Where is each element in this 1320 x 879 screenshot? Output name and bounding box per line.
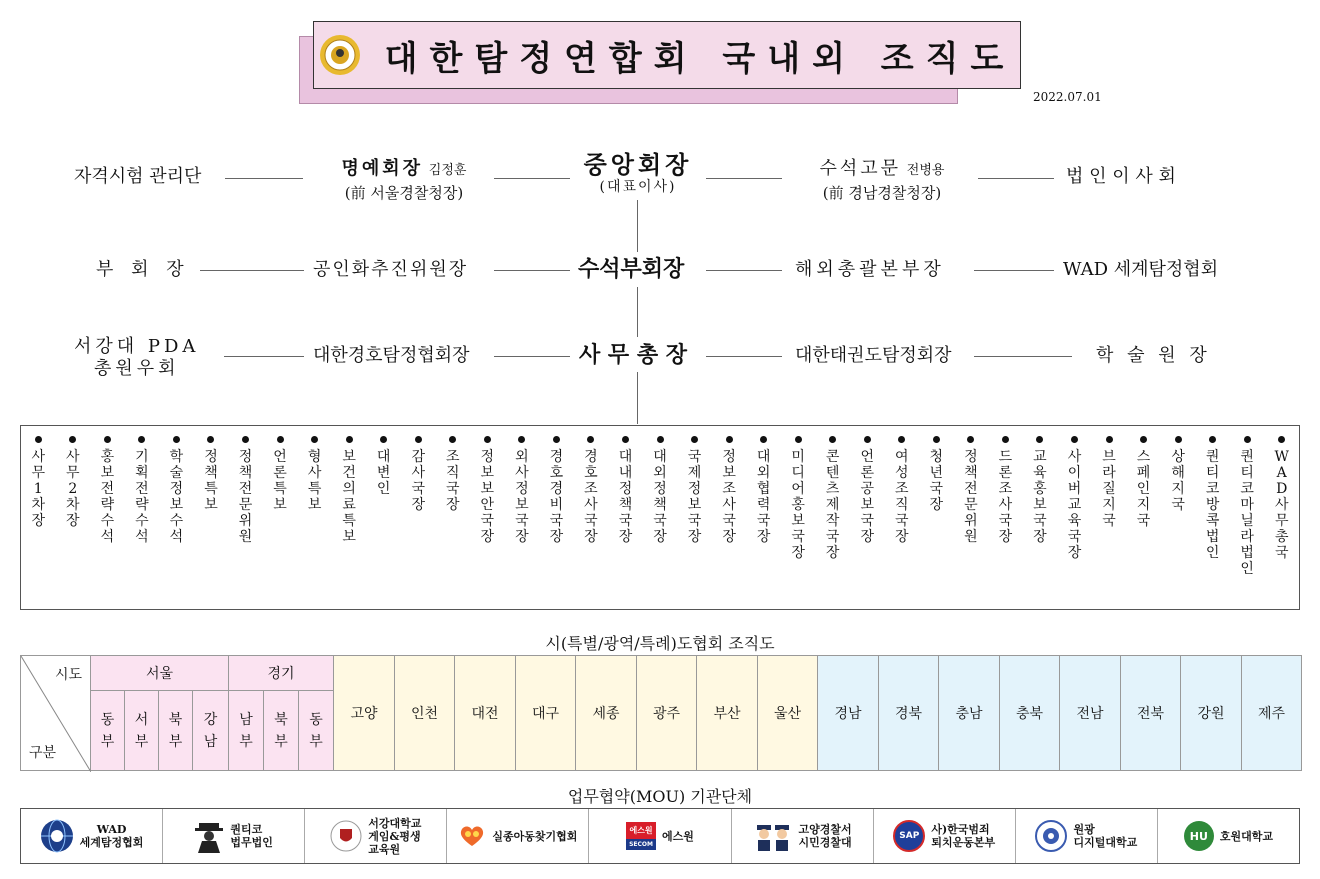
province-cell: 경남: [818, 656, 879, 771]
title-banner: [313, 21, 1021, 89]
mou-item-howon: [1158, 809, 1299, 863]
department-label: 스페인지국: [1136, 449, 1151, 529]
metro-cell: 고양: [334, 656, 395, 771]
department-label: 외사정보국장: [515, 449, 529, 545]
chief-advisor-note: (前 경남경찰청장): [822, 184, 942, 202]
department-label: 보건의료특보: [342, 449, 356, 545]
overseas-hq-director: 해외총괄본부장: [795, 259, 945, 280]
department-item: [1097, 436, 1121, 529]
department-label: 사이버교육국장: [1067, 449, 1082, 561]
bullet-icon: [484, 436, 491, 443]
connector-line: [224, 356, 304, 357]
mou-item-wad: [21, 809, 163, 863]
mou-item-missing-children: [447, 809, 589, 863]
corner-label-division: 구분: [29, 745, 57, 761]
department-item: [130, 436, 154, 545]
bullet-icon: [449, 436, 456, 443]
connector-vertical-1: [637, 200, 638, 252]
mou-caption: 업무협약(MOU) 기관단체: [567, 787, 753, 806]
department-item: [441, 436, 465, 513]
gyeonggi-sub-cell: 북 부: [264, 691, 299, 771]
connector-line: [200, 270, 304, 271]
mou-label: 호원대학교: [1219, 829, 1273, 843]
department-label: 퀀티코 마닐라법인: [1240, 449, 1254, 577]
department-label: 브라질지국: [1102, 449, 1116, 529]
department-label: 청년국장: [929, 449, 944, 513]
sogang-pda-line2: 총원우회: [93, 358, 180, 379]
department-item: [959, 436, 983, 545]
department-item: [234, 436, 258, 545]
city-table-caption: 시(특별/광역/특례)도협회 조직도: [545, 634, 775, 653]
connector-vertical-3: [637, 372, 638, 424]
connector-vertical-2: [637, 287, 638, 337]
s1-logo-sub: SECOM: [626, 839, 656, 850]
bullet-icon: [829, 436, 836, 443]
department-item: [1235, 436, 1259, 577]
department-label: 언론특보: [273, 449, 287, 513]
mou-item-quantico: [163, 809, 305, 863]
date-label: 2022.07.01: [1033, 90, 1102, 104]
senior-vice-chairman: 수석부회장: [578, 256, 685, 282]
department-label: 정책특보: [204, 449, 218, 513]
association-seal-icon: [319, 34, 361, 76]
department-item: [1132, 436, 1156, 529]
secretary-general: 사 무 총 장: [579, 342, 687, 368]
mou-label: 서강대학교 게임&평생 교육원: [368, 816, 422, 856]
quantico-agent-icon: [194, 819, 224, 853]
bullet-icon: [933, 436, 940, 443]
bullet-icon: [415, 436, 422, 443]
department-item: [1166, 436, 1190, 513]
department-label: 언론공보국장: [860, 449, 874, 545]
department-label: 홍보전략수석: [100, 449, 115, 545]
department-item: [372, 436, 396, 497]
bullet-icon: [1244, 436, 1251, 443]
bullet-icon: [35, 436, 42, 443]
department-item: [544, 436, 568, 545]
department-label: 정보조사국장: [722, 449, 736, 545]
province-cell: 경북: [879, 656, 939, 771]
s1-logo-text: 에스원: [629, 826, 653, 835]
chief-advisor: [790, 158, 974, 204]
mou-item-sogang: [305, 809, 447, 863]
corner-label-region: 시도: [54, 667, 82, 683]
connector-line: [494, 270, 570, 271]
bullet-icon: [311, 436, 318, 443]
department-label: 사무1차장: [31, 449, 46, 529]
department-label: 대외협력국장: [756, 449, 771, 545]
taekwondo-detective-head: 대한태권도탐정회장: [795, 345, 952, 366]
department-item: [1062, 436, 1086, 561]
department-item: [821, 436, 845, 561]
korea-security-detective-head: 대한경호탐정협회장: [313, 345, 470, 366]
department-item: [648, 436, 672, 545]
department-label: 퀀티코 방콕법인: [1205, 449, 1220, 561]
connector-line: [974, 270, 1054, 271]
metro-cell: 세종: [576, 656, 637, 771]
metro-cell: 부산: [697, 656, 758, 771]
department-label: 콘텐츠제작국장: [825, 449, 840, 561]
central-chairman-note: (대표이사): [599, 179, 677, 195]
department-label: 대내정책국장: [618, 449, 633, 545]
bullet-icon: [1071, 436, 1078, 443]
connector-line: [978, 178, 1054, 179]
mou-label: 실종아동찾기협회: [492, 829, 578, 843]
seoul-sub-cell: 강 남: [193, 691, 229, 771]
academy-director: 학 술 원 장: [1096, 345, 1211, 366]
bullet-icon: [242, 436, 249, 443]
page-title: 대한탐정연합회 국내외 조직도: [384, 38, 1016, 79]
table-corner-cell: [21, 656, 91, 771]
connector-line: [974, 356, 1072, 357]
province-cell: 강원: [1181, 656, 1242, 771]
department-item: [95, 436, 119, 545]
board-of-directors: 법 인 이 사 회: [1066, 166, 1176, 187]
mou-label: 퀀티코 법무법인: [230, 823, 273, 849]
mou-label: 원광 디지털대학교: [1073, 823, 1138, 849]
department-item: [683, 436, 707, 545]
department-item: [1028, 436, 1052, 545]
connector-line: [494, 356, 570, 357]
bullet-icon: [518, 436, 525, 443]
wad-globe-icon: [40, 819, 74, 853]
province-cell: 전북: [1121, 656, 1181, 771]
bullet-icon: [898, 436, 905, 443]
central-chairman-title: 중앙회장: [583, 150, 693, 179]
mou-item-goyang-police: [732, 809, 874, 863]
department-item: [579, 436, 603, 545]
certification-committee-chair: 공인화추진위원장: [313, 259, 469, 280]
sap-emblem-icon: [893, 820, 925, 852]
metro-cell: 울산: [758, 656, 818, 771]
bullet-icon: [104, 436, 111, 443]
seoul-sub-cell: 서 부: [125, 691, 159, 771]
exam-management-unit: 자격시험 관리단: [74, 166, 202, 187]
mou-partner-list: [20, 808, 1300, 864]
department-item: [337, 436, 361, 545]
department-item: [199, 436, 223, 513]
central-chairman: [570, 150, 706, 198]
bullet-icon: [1002, 436, 1009, 443]
seoul-header: 서울: [91, 656, 229, 691]
department-item: [303, 436, 327, 513]
bullet-icon: [173, 436, 180, 443]
metro-cell: 광주: [637, 656, 697, 771]
bullet-icon: [1278, 436, 1285, 443]
department-label: 정보보안국장: [480, 449, 495, 545]
department-label: 국제정보국장: [687, 449, 702, 545]
seoul-sub-cell: 동 부: [91, 691, 125, 771]
department-label: WAD 사무총국: [1274, 449, 1289, 561]
bullet-icon: [69, 436, 76, 443]
howon-logo-text: HU: [1189, 829, 1208, 843]
department-item: [475, 436, 499, 545]
bullet-icon: [691, 436, 698, 443]
honorary-chairman-name: 김정훈: [428, 163, 467, 178]
bullet-icon: [1209, 436, 1216, 443]
metro-cell: 대전: [455, 656, 516, 771]
mou-item-wonkwang: [1016, 809, 1158, 863]
department-item: [786, 436, 810, 561]
mou-item-sap: [874, 809, 1016, 863]
seoul-sub-cell: 북 부: [159, 691, 193, 771]
mou-label: 고양경찰서 시민경찰대: [798, 823, 852, 849]
department-label: 형사특보: [307, 449, 322, 513]
department-label: 정책전문위원: [238, 449, 253, 545]
bullet-icon: [967, 436, 974, 443]
metro-cell: 대구: [516, 656, 576, 771]
department-item: [268, 436, 292, 513]
department-label: 미디어홍보국장: [791, 449, 805, 561]
mou-label: 사)한국범죄 퇴치운동본부: [931, 823, 996, 849]
bullet-icon: [657, 436, 664, 443]
sogang-pda-line1: 서강대 PDA: [74, 336, 200, 357]
children-heart-icon: [458, 824, 486, 848]
department-label: 대외정책국장: [653, 449, 667, 545]
bullet-icon: [1140, 436, 1147, 443]
s1-logo-icon: [626, 822, 656, 850]
police-officers-icon: [753, 821, 793, 851]
department-label: 감사국장: [411, 449, 425, 513]
bullet-icon: [587, 436, 594, 443]
connector-line: [706, 270, 782, 271]
department-label: 사무2차장: [66, 449, 80, 529]
department-label: 여성조직국장: [895, 449, 909, 545]
bullet-icon: [760, 436, 767, 443]
department-label: 대변인: [376, 449, 391, 497]
honorary-chairman-note: (前 서울경찰청장): [344, 184, 464, 202]
province-cell: 제주: [1242, 656, 1302, 771]
department-list: [20, 425, 1300, 610]
chief-advisor-title: 수석고문: [819, 158, 902, 179]
sogang-emblem-icon: [330, 820, 362, 852]
department-item: [613, 436, 637, 545]
bullet-icon: [1036, 436, 1043, 443]
department-label: 경호경비국장: [549, 449, 564, 545]
province-cell: 전남: [1060, 656, 1121, 771]
bullet-icon: [380, 436, 387, 443]
department-label: 상해지국: [1171, 449, 1185, 513]
department-item: [26, 436, 50, 529]
mou-label: WAD 세계탐정협회: [79, 823, 144, 849]
province-cell: 충남: [939, 656, 1000, 771]
bullet-icon: [1106, 436, 1113, 443]
bullet-icon: [1175, 436, 1182, 443]
department-item: [890, 436, 914, 545]
department-item: [1270, 436, 1294, 561]
department-item: [993, 436, 1017, 545]
connector-line: [706, 356, 782, 357]
department-item: [164, 436, 188, 545]
department-label: 경호조사국장: [584, 449, 598, 545]
sogang-pda-alumni: [74, 336, 199, 380]
department-item: [855, 436, 879, 545]
connector-line: [706, 178, 782, 179]
connector-line: [494, 178, 570, 179]
mou-label: 에스원: [662, 829, 694, 843]
department-item: [406, 436, 430, 513]
bullet-icon: [726, 436, 733, 443]
vice-chairman: 부 회 장: [96, 259, 190, 280]
department-label: 드론조사국장: [998, 449, 1013, 545]
metro-cell: 인천: [395, 656, 455, 771]
gyeonggi-sub-cell: 남 부: [229, 691, 264, 771]
department-label: 정책전문위원: [964, 449, 978, 545]
chief-advisor-name: 전병용: [906, 163, 945, 178]
department-item: [1201, 436, 1225, 561]
sap-logo-text: SAP: [899, 831, 920, 841]
honorary-chairman-title: 명예회장: [341, 158, 424, 179]
department-item: [61, 436, 85, 529]
bullet-icon: [346, 436, 353, 443]
howon-hu-icon: [1184, 821, 1214, 851]
department-label: 기획전략수석: [135, 449, 149, 545]
department-label: 교육홍보국장: [1033, 449, 1047, 545]
bullet-icon: [207, 436, 214, 443]
department-item: [752, 436, 776, 545]
mou-item-s1: [589, 809, 731, 863]
department-label: 학술정보수석: [169, 449, 184, 545]
connector-line: [225, 178, 303, 179]
gyeonggi-sub-cell: 동 부: [299, 691, 334, 771]
department-item: [510, 436, 534, 545]
bullet-icon: [622, 436, 629, 443]
wonkwang-emblem-icon: [1035, 820, 1067, 852]
department-item: [717, 436, 741, 545]
province-cell: 충북: [1000, 656, 1060, 771]
bullet-icon: [138, 436, 145, 443]
gyeonggi-header: 경기: [229, 656, 334, 691]
bullet-icon: [864, 436, 871, 443]
bullet-icon: [277, 436, 284, 443]
bullet-icon: [553, 436, 560, 443]
department-item: [924, 436, 948, 513]
department-label: 조직국장: [445, 449, 460, 513]
bullet-icon: [795, 436, 802, 443]
wad-association: WAD 세계탐정협회: [1063, 259, 1219, 280]
honorary-chairman: [313, 158, 495, 204]
city-association-table: [20, 655, 1302, 771]
